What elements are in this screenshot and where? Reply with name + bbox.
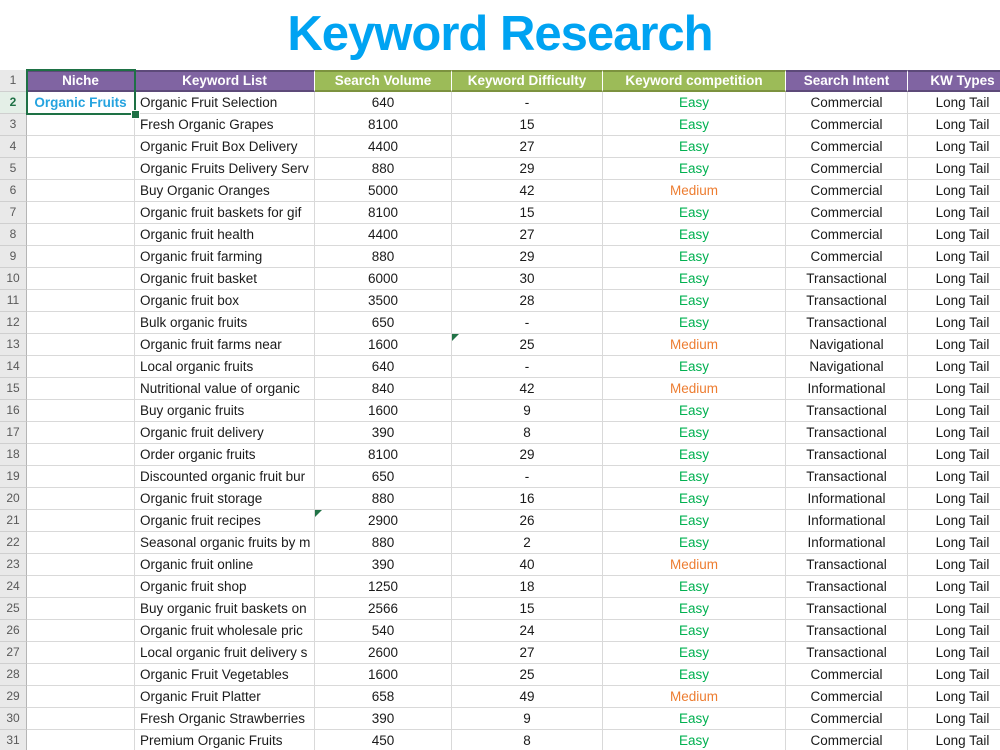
cell-kw-type[interactable]: Long Tail (908, 576, 1000, 598)
row-number[interactable]: 16 (0, 400, 27, 422)
cell-keyword-difficulty[interactable]: 29 (452, 444, 603, 466)
row-number[interactable]: 10 (0, 268, 27, 290)
page-title: Keyword Research (287, 7, 713, 61)
cell-keyword[interactable]: Organic fruit delivery (135, 422, 315, 444)
table-row (0, 224, 1000, 246)
cell-niche[interactable] (27, 532, 135, 554)
fill-handle[interactable] (131, 110, 140, 119)
cell-niche[interactable]: Organic Fruits (27, 92, 135, 114)
cell-niche[interactable] (27, 488, 135, 510)
cell-search-volume[interactable]: 2600 (315, 642, 452, 664)
cell-search-volume[interactable]: 880 (315, 246, 452, 268)
cell-keyword-competition[interactable]: Easy (603, 510, 786, 532)
cell-niche[interactable] (27, 180, 135, 202)
cell-search-intent[interactable]: Navigational (786, 334, 908, 356)
cell-keyword-competition[interactable]: Easy (603, 620, 786, 642)
cell-search-volume[interactable]: 650 (315, 466, 452, 488)
cell-keyword-difficulty[interactable]: 15 (452, 114, 603, 136)
cell-keyword-difficulty[interactable]: - (452, 92, 603, 114)
cell-search-intent[interactable]: Commercial (786, 730, 908, 750)
table-header-row (0, 70, 1000, 92)
cell-search-volume[interactable]: 8100 (315, 202, 452, 224)
cell-search-intent[interactable]: Commercial (786, 180, 908, 202)
cell-keyword[interactable]: Organic fruit wholesale pric (135, 620, 315, 642)
table-row (0, 400, 1000, 422)
cell-keyword[interactable]: Buy organic fruits (135, 400, 315, 422)
cell-keyword-competition[interactable]: Easy (603, 114, 786, 136)
row-number[interactable]: 2 (0, 92, 27, 114)
cell-keyword[interactable]: Organic fruit farming (135, 246, 315, 268)
cell-search-volume[interactable]: 390 (315, 422, 452, 444)
cell-keyword[interactable]: Organic fruit basket (135, 268, 315, 290)
cell-keyword-difficulty[interactable]: 8 (452, 730, 603, 750)
cell-keyword[interactable]: Seasonal organic fruits by m (135, 532, 315, 554)
cell-kw-type[interactable]: Long Tail (908, 268, 1000, 290)
cell-search-volume[interactable]: 450 (315, 730, 452, 750)
cell-keyword[interactable]: Order organic fruits (135, 444, 315, 466)
cell-kw-type[interactable]: Long Tail (908, 598, 1000, 620)
cell-keyword-competition[interactable]: Easy (603, 708, 786, 730)
row-number[interactable]: 24 (0, 576, 27, 598)
column-header-keyword-competition[interactable]: Keyword competition (603, 70, 786, 92)
cell-keyword-difficulty[interactable]: 15 (452, 598, 603, 620)
cell-search-intent[interactable]: Transactional (786, 466, 908, 488)
cell-keyword-competition[interactable]: Easy (603, 598, 786, 620)
cell-kw-type[interactable]: Long Tail (908, 664, 1000, 686)
error-indicator-icon (315, 510, 322, 517)
cell-search-volume[interactable]: 5000 (315, 180, 452, 202)
cell-keyword[interactable]: Discounted organic fruit bur (135, 466, 315, 488)
cell-keyword[interactable]: Buy organic fruit baskets on (135, 598, 315, 620)
cell-kw-type[interactable]: Long Tail (908, 246, 1000, 268)
cell-keyword-difficulty[interactable]: 8 (452, 422, 603, 444)
cell-niche[interactable] (27, 686, 135, 708)
cell-search-volume[interactable]: 880 (315, 488, 452, 510)
cell-kw-type[interactable]: Long Tail (908, 510, 1000, 532)
cell-keyword-difficulty[interactable]: 24 (452, 620, 603, 642)
cell-keyword-difficulty[interactable]: 30 (452, 268, 603, 290)
cell-niche[interactable] (27, 620, 135, 642)
cell-keyword-competition[interactable]: Easy (603, 422, 786, 444)
cell-keyword-difficulty[interactable]: 16 (452, 488, 603, 510)
cell-kw-type[interactable]: Long Tail (908, 158, 1000, 180)
column-header-kw-types[interactable]: KW Types (908, 70, 1000, 92)
cell-search-volume[interactable]: 640 (315, 92, 452, 114)
cell-search-volume[interactable]: 2566 (315, 598, 452, 620)
cell-keyword-difficulty[interactable]: 27 (452, 642, 603, 664)
cell-keyword-competition[interactable]: Easy (603, 356, 786, 378)
cell-keyword[interactable]: Nutritional value of organic (135, 378, 315, 400)
cell-niche[interactable] (27, 290, 135, 312)
cell-niche[interactable] (27, 554, 135, 576)
cell-search-volume[interactable]: 8100 (315, 444, 452, 466)
table-row (0, 246, 1000, 268)
cell-kw-type[interactable]: Long Tail (908, 620, 1000, 642)
row-number[interactable]: 12 (0, 312, 27, 334)
cell-search-intent[interactable]: Transactional (786, 576, 908, 598)
cell-kw-type[interactable]: Long Tail (908, 334, 1000, 356)
cell-kw-type[interactable]: Long Tail (908, 466, 1000, 488)
cell-keyword-difficulty[interactable]: 28 (452, 290, 603, 312)
cell-search-intent[interactable]: Transactional (786, 620, 908, 642)
cell-search-intent[interactable]: Transactional (786, 400, 908, 422)
cell-keyword-difficulty[interactable]: 25 (452, 334, 603, 356)
row-number[interactable]: 31 (0, 730, 27, 750)
cell-search-volume[interactable]: 650 (315, 312, 452, 334)
row-number[interactable]: 27 (0, 642, 27, 664)
cell-kw-type[interactable]: Long Tail (908, 444, 1000, 466)
row-number[interactable]: 11 (0, 290, 27, 312)
cell-keyword[interactable]: Buy Organic Oranges (135, 180, 315, 202)
cell-search-volume[interactable]: 1600 (315, 334, 452, 356)
cell-search-volume[interactable]: 4400 (315, 136, 452, 158)
cell-keyword[interactable]: Fresh Organic Grapes (135, 114, 315, 136)
cell-keyword-difficulty[interactable]: 40 (452, 554, 603, 576)
cell-search-intent[interactable]: Commercial (786, 136, 908, 158)
cell-keyword-difficulty[interactable]: 2 (452, 532, 603, 554)
cell-kw-type[interactable]: Long Tail (908, 180, 1000, 202)
cell-search-volume[interactable]: 658 (315, 686, 452, 708)
cell-kw-type[interactable]: Long Tail (908, 224, 1000, 246)
cell-kw-type[interactable]: Long Tail (908, 422, 1000, 444)
error-indicator-icon (452, 334, 459, 341)
cell-niche[interactable] (27, 224, 135, 246)
cell-kw-type[interactable]: Long Tail (908, 202, 1000, 224)
cell-niche[interactable] (27, 202, 135, 224)
cell-kw-type[interactable]: Long Tail (908, 400, 1000, 422)
row-number[interactable]: 26 (0, 620, 27, 642)
cell-search-intent[interactable]: Navigational (786, 356, 908, 378)
cell-keyword[interactable]: Local organic fruit delivery s (135, 642, 315, 664)
row-number[interactable]: 8 (0, 224, 27, 246)
cell-keyword[interactable]: Fresh Organic Strawberries (135, 708, 315, 730)
table-row (0, 554, 1000, 576)
cell-keyword-competition[interactable]: Easy (603, 730, 786, 750)
cell-search-intent[interactable]: Transactional (786, 312, 908, 334)
table-row (0, 444, 1000, 466)
row-number[interactable]: 29 (0, 686, 27, 708)
cell-niche[interactable] (27, 136, 135, 158)
cell-search-intent[interactable]: Transactional (786, 290, 908, 312)
cell-niche[interactable] (27, 400, 135, 422)
cell-search-volume[interactable]: 390 (315, 554, 452, 576)
cell-search-intent[interactable]: Informational (786, 510, 908, 532)
cell-keyword-competition[interactable]: Easy (603, 158, 786, 180)
table-row (0, 598, 1000, 620)
cell-keyword[interactable]: Organic Fruit Selection (135, 92, 315, 114)
cell-niche[interactable] (27, 356, 135, 378)
cell-niche[interactable] (27, 708, 135, 730)
cell-search-intent[interactable]: Transactional (786, 268, 908, 290)
cell-search-volume[interactable]: 540 (315, 620, 452, 642)
cell-search-intent[interactable]: Commercial (786, 246, 908, 268)
cell-keyword-competition[interactable]: Easy (603, 444, 786, 466)
row-number[interactable]: 30 (0, 708, 27, 730)
cell-kw-type[interactable]: Long Tail (908, 708, 1000, 730)
cell-niche[interactable] (27, 642, 135, 664)
cell-search-intent[interactable]: Commercial (786, 224, 908, 246)
row-number[interactable]: 23 (0, 554, 27, 576)
cell-search-intent[interactable]: Commercial (786, 114, 908, 136)
row-number[interactable]: 7 (0, 202, 27, 224)
cell-keyword-competition[interactable]: Easy (603, 246, 786, 268)
cell-search-intent[interactable]: Transactional (786, 598, 908, 620)
cell-niche[interactable] (27, 334, 135, 356)
cell-kw-type[interactable]: Long Tail (908, 114, 1000, 136)
row-number[interactable]: 4 (0, 136, 27, 158)
cell-keyword-difficulty[interactable]: 9 (452, 400, 603, 422)
cell-keyword[interactable]: Organic fruit online (135, 554, 315, 576)
table-row (0, 510, 1000, 532)
cell-kw-type[interactable]: Long Tail (908, 686, 1000, 708)
cell-keyword-competition[interactable]: Easy (603, 290, 786, 312)
cell-keyword[interactable]: Organic fruit farms near (135, 334, 315, 356)
cell-niche[interactable] (27, 576, 135, 598)
table-row (0, 378, 1000, 400)
row-number[interactable]: 14 (0, 356, 27, 378)
cell-niche[interactable] (27, 466, 135, 488)
cell-search-intent[interactable]: Transactional (786, 554, 908, 576)
table-row (0, 422, 1000, 444)
row-number[interactable]: 1 (0, 70, 27, 92)
cell-search-intent[interactable]: Commercial (786, 664, 908, 686)
row-number[interactable]: 5 (0, 158, 27, 180)
cell-keyword[interactable]: Organic fruit shop (135, 576, 315, 598)
cell-kw-type[interactable]: Long Tail (908, 730, 1000, 750)
column-header-keyword-list[interactable]: Keyword List (135, 70, 315, 92)
cell-kw-type[interactable]: Long Tail (908, 378, 1000, 400)
cell-kw-type[interactable]: Long Tail (908, 488, 1000, 510)
cell-keyword-competition[interactable]: Easy (603, 576, 786, 598)
table-row (0, 488, 1000, 510)
row-number[interactable]: 28 (0, 664, 27, 686)
table-row (0, 136, 1000, 158)
cell-kw-type[interactable]: Long Tail (908, 136, 1000, 158)
column-header-search-intent[interactable]: Search Intent (786, 70, 908, 92)
cell-search-volume[interactable]: 1600 (315, 664, 452, 686)
cell-keyword[interactable]: Organic fruit box (135, 290, 315, 312)
cell-keyword-competition[interactable]: Medium (603, 378, 786, 400)
cell-keyword-difficulty[interactable]: 15 (452, 202, 603, 224)
row-number[interactable]: 13 (0, 334, 27, 356)
cell-keyword-difficulty[interactable]: - (452, 356, 603, 378)
cell-keyword-competition[interactable]: Medium (603, 686, 786, 708)
cell-search-intent[interactable]: Informational (786, 488, 908, 510)
cell-keyword-difficulty[interactable]: 26 (452, 510, 603, 532)
cell-search-volume[interactable]: 880 (315, 158, 452, 180)
cell-keyword[interactable]: Organic Fruits Delivery Serv (135, 158, 315, 180)
table-row (0, 620, 1000, 642)
cell-keyword[interactable]: Organic fruit health (135, 224, 315, 246)
row-number[interactable]: 21 (0, 510, 27, 532)
cell-keyword-difficulty[interactable]: 29 (452, 158, 603, 180)
cell-search-intent[interactable]: Commercial (786, 158, 908, 180)
cell-keyword-difficulty[interactable]: 42 (452, 378, 603, 400)
cell-keyword[interactable]: Local organic fruits (135, 356, 315, 378)
cell-niche[interactable] (27, 378, 135, 400)
row-number[interactable]: 22 (0, 532, 27, 554)
table-row (0, 532, 1000, 554)
cell-keyword-competition[interactable]: Easy (603, 224, 786, 246)
cell-keyword-difficulty[interactable]: 42 (452, 180, 603, 202)
cell-keyword-competition[interactable]: Easy (603, 92, 786, 114)
cell-search-intent[interactable]: Transactional (786, 444, 908, 466)
cell-kw-type[interactable]: Long Tail (908, 356, 1000, 378)
cell-search-volume[interactable]: 8100 (315, 114, 452, 136)
table-row (0, 268, 1000, 290)
cell-search-volume[interactable]: 1600 (315, 400, 452, 422)
table-row (0, 356, 1000, 378)
cell-keyword-competition[interactable]: Easy (603, 268, 786, 290)
table-row (0, 290, 1000, 312)
cell-niche[interactable] (27, 444, 135, 466)
table-row (0, 114, 1000, 136)
table-row (0, 664, 1000, 686)
cell-search-volume[interactable]: 640 (315, 356, 452, 378)
cell-kw-type[interactable]: Long Tail (908, 532, 1000, 554)
cell-keyword-competition[interactable]: Easy (603, 466, 786, 488)
cell-keyword-competition[interactable]: Easy (603, 400, 786, 422)
cell-kw-type[interactable]: Long Tail (908, 312, 1000, 334)
cell-keyword[interactable]: Organic fruit baskets for gif (135, 202, 315, 224)
cell-keyword-competition[interactable]: Medium (603, 180, 786, 202)
cell-keyword-difficulty[interactable]: 49 (452, 686, 603, 708)
row-number[interactable]: 25 (0, 598, 27, 620)
cell-search-volume[interactable]: 840 (315, 378, 452, 400)
cell-keyword-difficulty[interactable]: 25 (452, 664, 603, 686)
cell-keyword-difficulty[interactable]: 27 (452, 136, 603, 158)
table-row (0, 466, 1000, 488)
cell-niche[interactable] (27, 114, 135, 136)
column-header-keyword-difficulty[interactable]: Keyword Difficulty (452, 70, 603, 92)
cell-search-intent[interactable]: Commercial (786, 708, 908, 730)
cell-niche[interactable] (27, 158, 135, 180)
cell-search-intent[interactable]: Commercial (786, 686, 908, 708)
cell-search-intent[interactable]: Transactional (786, 422, 908, 444)
cell-kw-type[interactable]: Long Tail (908, 290, 1000, 312)
table-row (0, 730, 1000, 750)
table-row (0, 334, 1000, 356)
row-number[interactable]: 19 (0, 466, 27, 488)
cell-keyword[interactable]: Organic Fruit Platter (135, 686, 315, 708)
cell-niche[interactable] (27, 246, 135, 268)
row-number[interactable]: 18 (0, 444, 27, 466)
cell-keyword-difficulty[interactable]: 9 (452, 708, 603, 730)
cell-keyword-difficulty[interactable]: - (452, 466, 603, 488)
cell-niche[interactable] (27, 730, 135, 750)
cell-kw-type[interactable]: Long Tail (908, 92, 1000, 114)
cell-keyword[interactable]: Organic Fruit Box Delivery (135, 136, 315, 158)
column-header-niche[interactable]: Niche (27, 70, 135, 92)
cell-search-volume[interactable]: 6000 (315, 268, 452, 290)
cell-keyword[interactable]: Premium Organic Fruits (135, 730, 315, 750)
cell-keyword-competition[interactable]: Easy (603, 202, 786, 224)
row-number[interactable]: 15 (0, 378, 27, 400)
cell-keyword-competition[interactable]: Easy (603, 312, 786, 334)
cell-search-volume[interactable]: 1250 (315, 576, 452, 598)
row-number[interactable]: 9 (0, 246, 27, 268)
cell-keyword-competition[interactable]: Medium (603, 334, 786, 356)
cell-niche[interactable] (27, 268, 135, 290)
cell-niche[interactable] (27, 422, 135, 444)
row-number[interactable]: 3 (0, 114, 27, 136)
cell-keyword[interactable]: Organic fruit storage (135, 488, 315, 510)
table-row (0, 202, 1000, 224)
cell-keyword-difficulty[interactable]: 18 (452, 576, 603, 598)
cell-search-intent[interactable]: Commercial (786, 202, 908, 224)
table-row (0, 158, 1000, 180)
cell-keyword-competition[interactable]: Medium (603, 554, 786, 576)
cell-kw-type[interactable]: Long Tail (908, 554, 1000, 576)
cell-niche[interactable] (27, 312, 135, 334)
cell-keyword-competition[interactable]: Easy (603, 488, 786, 510)
cell-search-volume[interactable]: 2900 (315, 510, 452, 532)
cell-niche[interactable] (27, 510, 135, 532)
cell-search-volume[interactable]: 390 (315, 708, 452, 730)
cell-search-intent[interactable]: Informational (786, 378, 908, 400)
cell-keyword-competition[interactable]: Easy (603, 664, 786, 686)
cell-kw-type[interactable]: Long Tail (908, 642, 1000, 664)
row-number[interactable]: 6 (0, 180, 27, 202)
cell-keyword[interactable]: Organic Fruit Vegetables (135, 664, 315, 686)
cell-search-volume[interactable]: 3500 (315, 290, 452, 312)
table-row (0, 708, 1000, 730)
cell-search-volume[interactable]: 4400 (315, 224, 452, 246)
cell-search-intent[interactable]: Transactional (786, 642, 908, 664)
table-row (0, 180, 1000, 202)
cell-keyword-difficulty[interactable]: - (452, 312, 603, 334)
cell-keyword-difficulty[interactable]: 27 (452, 224, 603, 246)
cell-keyword-competition[interactable]: Easy (603, 532, 786, 554)
cell-search-volume[interactable]: 880 (315, 532, 452, 554)
cell-keyword-competition[interactable]: Easy (603, 642, 786, 664)
cell-niche[interactable] (27, 598, 135, 620)
column-header-search-volume[interactable]: Search Volume (315, 70, 452, 92)
cell-keyword-difficulty[interactable]: 29 (452, 246, 603, 268)
table-row (0, 92, 1000, 114)
cell-keyword[interactable]: Organic fruit recipes (135, 510, 315, 532)
row-number[interactable]: 20 (0, 488, 27, 510)
table-row (0, 312, 1000, 334)
table-row (0, 642, 1000, 664)
table-row (0, 576, 1000, 598)
cell-niche[interactable] (27, 664, 135, 686)
worksheet-grid (0, 70, 1000, 750)
cell-keyword-competition[interactable]: Easy (603, 136, 786, 158)
cell-keyword[interactable]: Bulk organic fruits (135, 312, 315, 334)
cell-search-intent[interactable]: Commercial (786, 92, 908, 114)
table-row (0, 686, 1000, 708)
row-number[interactable]: 17 (0, 422, 27, 444)
cell-search-intent[interactable]: Informational (786, 532, 908, 554)
